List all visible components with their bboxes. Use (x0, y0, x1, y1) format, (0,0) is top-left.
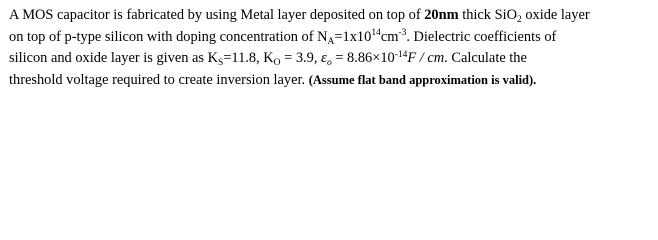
text-run: silicon and oxide layer is given as K (9, 50, 219, 66)
text-run: thick SiO (458, 7, 517, 23)
assumption-note: (Assume flat band approximation is valid). (308, 72, 537, 87)
text-run: oxide layer (521, 7, 590, 23)
subscript: S (218, 58, 224, 68)
text-run: threshold voltage required to create inversion layer. (9, 71, 309, 88)
superscript: 14 (371, 28, 381, 38)
problem-line-3 (9, 48, 654, 70)
subscript: 2 (517, 15, 522, 25)
subscript: O (273, 58, 281, 68)
text-run: =11.8, K (223, 50, 274, 66)
problem-line-1 (9, 5, 654, 27)
problem-statement (9, 5, 654, 91)
text-run: . Dielectric coefficients of (406, 28, 557, 45)
text-run: cm (380, 28, 399, 45)
text-run: = 8.86×10 (331, 50, 395, 66)
text-run: on top of p-type silicon with doping concentration of N (9, 28, 328, 45)
text-run: = 3.9, (280, 50, 322, 66)
problem-line-2 (9, 27, 654, 49)
superscript: -14 (394, 49, 408, 60)
text-run: A MOS capacitor is fabricated by using Metal layer deposited on top of (9, 7, 425, 23)
text-run: =1x10 (334, 28, 372, 45)
subscript: A (327, 36, 335, 47)
subscript: o (326, 58, 332, 68)
text-run: . Calculate the (444, 50, 527, 66)
oxide-thickness: 20nm (424, 7, 459, 23)
epsilon-symbol: ε (321, 50, 327, 66)
permittivity-unit: F / cm (407, 50, 445, 66)
superscript: -3 (398, 28, 407, 38)
problem-line-4 (9, 70, 654, 92)
